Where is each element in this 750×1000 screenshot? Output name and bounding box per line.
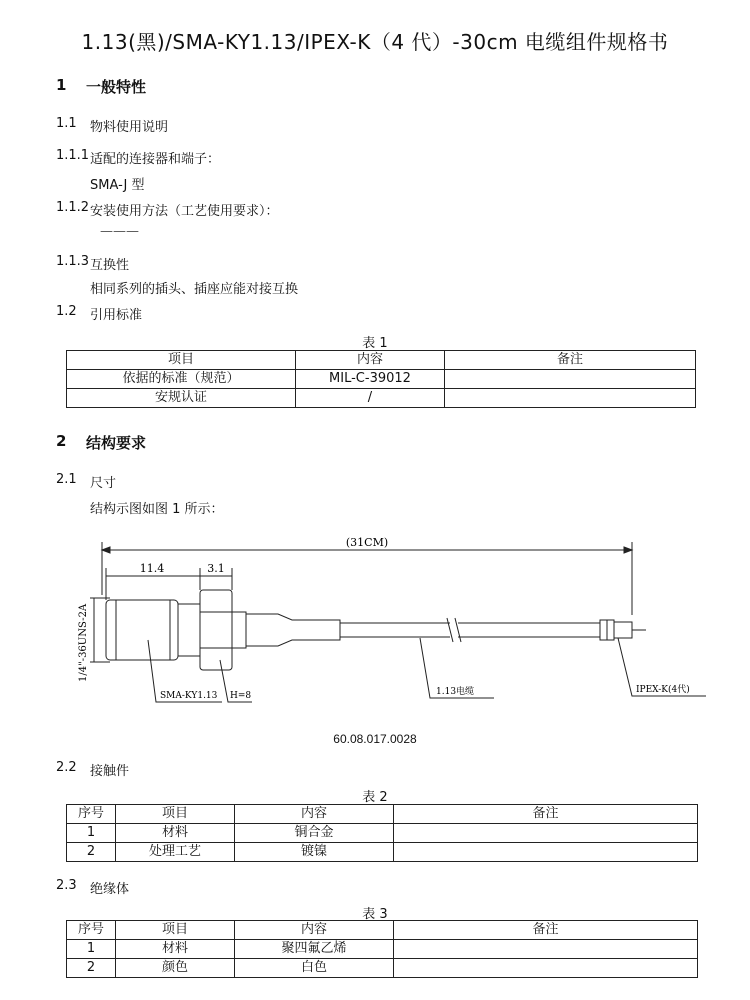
section-2-2-heading: 接触件 (90, 764, 130, 779)
strain-relief (246, 614, 340, 646)
table-2 (66, 804, 698, 862)
section-1-1-2-heading: 安装使用方法（工艺使用要求）： (90, 204, 279, 219)
table-header-cell: 项目 (116, 805, 235, 824)
dimension-a-label: 11.4 (139, 562, 165, 575)
table-row (67, 389, 696, 408)
section-1-2-heading: 引用标准 (90, 308, 143, 323)
sma-collar (178, 604, 200, 656)
table-cell (445, 370, 696, 389)
table-row (67, 959, 698, 978)
section-1-1-heading: 物料使用说明 (90, 120, 169, 135)
table-cell: 2 (67, 959, 116, 978)
table-header-cell: 序号 (67, 805, 116, 824)
break-mark (455, 618, 461, 642)
table-cell: / (296, 389, 445, 408)
table-3 (66, 920, 698, 978)
figure-intro-text: 结构示图如图 1 所示： (90, 502, 224, 517)
thread-spec-label: 1/4"-36UNS-2A (78, 603, 89, 682)
table-cell: 铜合金 (235, 824, 394, 843)
install-method-value: ——— (100, 224, 139, 239)
table-header-cell: 内容 (235, 805, 394, 824)
table-row (67, 940, 698, 959)
document-title: 1.13(黑)/SMA-KY1.13/IPEX-K（4 代）-30cm 电缆组件规格书 (81, 30, 669, 54)
section-2-2-number: 2.2 (56, 760, 77, 775)
section-1-1-3-number: 1.1.3 (56, 254, 90, 269)
table-cell: 1 (67, 824, 116, 843)
sma-connector-body (106, 600, 178, 660)
overall-length-label: (31CM) (345, 536, 389, 549)
table-1 (66, 350, 696, 408)
table-row (67, 843, 698, 862)
table-cell (394, 843, 698, 862)
sma-label: SMA-KY1.13 (160, 691, 218, 701)
table-header-cell: 序号 (67, 921, 116, 940)
table-2-caption: 表 2 (362, 790, 388, 805)
table-cell: 镀镍 (235, 843, 394, 862)
table-cell (394, 959, 698, 978)
table-cell: 颜色 (116, 959, 235, 978)
section-2-number: 2 (56, 432, 67, 450)
table-cell: 白色 (235, 959, 394, 978)
table-cell: 1 (67, 940, 116, 959)
section-2-heading: 结构要求 (86, 434, 147, 452)
table-header-cell: 备注 (394, 921, 698, 940)
section-2-1-heading: 尺寸 (90, 476, 117, 491)
section-1-number: 1 (56, 76, 67, 94)
arrow-right-icon (624, 547, 632, 553)
section-1-1-3-heading: 互换性 (90, 258, 130, 273)
table-cell (394, 824, 698, 843)
table-header-cell: 项目 (67, 351, 296, 370)
table-1-caption: 表 1 (362, 336, 388, 351)
table-row (67, 824, 698, 843)
table-cell: MIL-C-39012 (296, 370, 445, 389)
part-number: 60.08.017.0028 (333, 732, 417, 746)
table-header-cell: 项目 (116, 921, 235, 940)
hex-nut (200, 590, 232, 670)
table-header-cell: 备注 (394, 805, 698, 824)
ipex-connector-head (614, 622, 632, 638)
table-cell (445, 389, 696, 408)
table-header-cell: 内容 (296, 351, 445, 370)
section-1-2-number: 1.2 (56, 304, 77, 319)
table-cell: 依据的标准（规范） (67, 370, 296, 389)
table-row (67, 351, 696, 370)
interchangeability-text: 相同系列的插头、插座应能对接互换 (90, 282, 299, 297)
break-mark (447, 618, 453, 642)
table-row (67, 370, 696, 389)
table-header-cell: 备注 (445, 351, 696, 370)
table-cell: 聚四氟乙烯 (235, 940, 394, 959)
table-cell (394, 940, 698, 959)
dimension-b-label: 3.1 (207, 562, 225, 575)
rear-body (232, 612, 246, 648)
table-cell: 材料 (116, 940, 235, 959)
arrow-left-icon (102, 547, 110, 553)
section-1-1-1-heading: 适配的连接器和端子： (90, 152, 221, 167)
section-1-heading: 一般特性 (86, 78, 147, 96)
section-1-1-2-number: 1.1.2 (56, 200, 90, 215)
connector-type: SMA-J 型 (90, 178, 145, 193)
ipex-label: IPEX-K(4代) (636, 685, 690, 695)
table-row (67, 921, 698, 940)
table-cell: 2 (67, 843, 116, 862)
table-cell: 材料 (116, 824, 235, 843)
section-2-3-number: 2.3 (56, 878, 77, 893)
section-1-1-number: 1.1 (56, 116, 77, 131)
table-3-caption: 表 3 (362, 907, 388, 922)
hex-label: H=8 (230, 691, 252, 701)
table-cell: 安规认证 (67, 389, 296, 408)
table-row (67, 805, 698, 824)
cable-label: 1.13电缆 (436, 687, 475, 697)
table-cell: 处理工艺 (116, 843, 235, 862)
cable-assembly-drawing (0, 520, 750, 730)
section-1-1-1-number: 1.1.1 (56, 148, 90, 163)
table-header-cell: 内容 (235, 921, 394, 940)
section-2-1-number: 2.1 (56, 472, 77, 487)
section-2-3-heading: 绝缘体 (90, 882, 130, 897)
